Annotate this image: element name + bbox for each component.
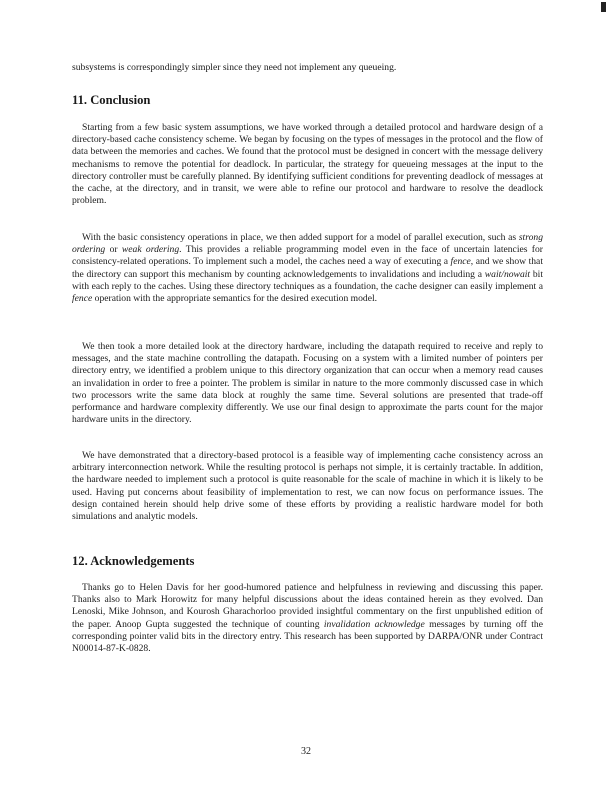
conclusion-paragraph-1: Starting from a few basic system assumptions, we have worked through a detailed protocol and hardware design of a directory-based cache consistency scheme. We began by focusing on the types of messages in the protocol and the flow of data between the memories and caches. We found that the protocol must be designed in concert with the message delivery mechanisms to remove the potential for deadlock. In particular, the strategy for queueing messages at the input to the directory controller must be carefully planned. By identifying sufficient conditions for preventing deadlock of messages at the cache, at the directory, and in transit, we were able to refine our protocol and hardware to resolve the deadlock problem.	[72, 122, 543, 207]
term-fence: fence	[450, 256, 471, 268]
page-number: 32	[301, 746, 311, 757]
term-invalidation-acknowledge: invalidation acknowledge	[323, 618, 425, 630]
term-fence: fence	[72, 293, 93, 305]
section-heading-conclusion: 11. Conclusion	[72, 93, 151, 107]
acknowledgements-paragraph: Thanks go to Helen Davis for her good-humored patience and helpfulness in reviewing and discussing this paper. Thanks also to Mark Horowitz for many helpful discussions about the ideas contained herein as they evolved. Dan Lenoski, Mike Johnson, and Kourosh Gharachorloo provided insightful commentary on the first unpublished edition of the paper. Anoop Gupta suggested the technique of counting invalidation acknowledge messages by turning off the corresponding pointer valid bits in the directory entry. This research has been supported by DARPA/ONR under Contract N00014-87-K-0828.	[72, 582, 543, 655]
conclusion-paragraph-4: We have demonstrated that a directory-based protocol is a feasible way of implementing cache consistency across an arbitrary interconnection network. While the resulting protocol is perhaps not simple, it is certainly tractable. In addition, the hardware needed to implement such a protocol is quite reasonable for the scale of machine in which it is likely to be used. Having put concerns about feasibility of implementation to rest, we can now focus on performance issues. The design contained herein should help drive some of these efforts by providing a realistic hardware model for both simulations and analytic models.	[72, 450, 543, 523]
scan-edge-mark	[601, 2, 606, 12]
term-wait-nowait: wait/nowait	[484, 268, 531, 280]
term-weak-ordering: weak ordering	[121, 244, 180, 256]
section-heading-acknowledgements: 12. Acknowledgements	[72, 554, 195, 568]
term-strong-ordering: strong ordering	[72, 232, 543, 256]
conclusion-paragraph-3: We then took a more detailed look at the directory hardware, including the datapath required to receive and reply to messages, and the state machine controlling the datapath. Focusing on a system with a limited number of pointers per directory entry, we identified a problem unique to this directory organization that can occur when a memory read causes an invalidation in order to free a pointer. The problem is similar in nature to the more commonly discussed case in which two processors write the same data block at roughly the same time. Several solutions are presented that trade-off performance and hardware complexity differently. We use our final design to approximate the parts count for the major hardware units in the directory.	[72, 341, 543, 426]
carryover-paragraph: subsystems is correspondingly simpler since they need not implement any queueing.	[72, 62, 397, 73]
conclusion-paragraph-2: With the basic consistency operations in place, we then added support for a model of parallel execution, such as strong ordering or weak ordering. This provides a reliable programming model even in the face of uncertain latencies for consistency-related operations. To implement such a model, the caches need a way of executing a fence, and we show that the directory can support this mechanism by counting acknowledgements to invalidations and including a wait/nowait bit with each reply to the caches. Using these directory techniques as a foundation, the cache designer can easily implement a fence operation with the appropriate semantics for the desired execution model.	[72, 232, 543, 305]
